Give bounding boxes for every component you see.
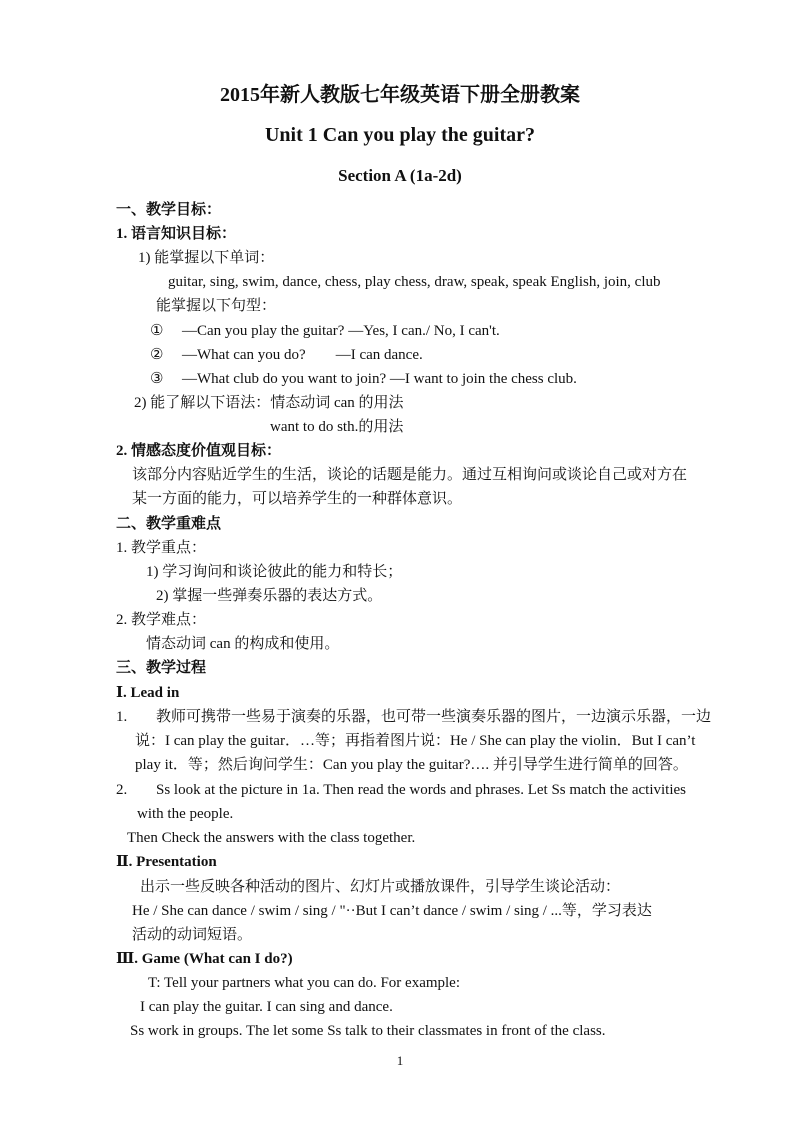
difficult-point-label: 2. 教学难点： bbox=[116, 612, 207, 628]
patterns-intro: 能掌握以下句型： bbox=[156, 298, 277, 314]
key-point-label: 1. 教学重点： bbox=[116, 540, 207, 556]
presentation-line-3: 活动的动词短语。 bbox=[132, 927, 253, 943]
lead-in-step-1-number: 1. bbox=[116, 709, 128, 725]
pattern-3-text: —What club do you want to join? —I want to join the chess club. bbox=[182, 371, 577, 387]
pattern-2-text: —What can you do? —I can dance. bbox=[182, 347, 423, 363]
affective-objectives-heading: 2. 情感态度价值观目标： bbox=[116, 443, 282, 459]
lead-in-step-2 bbox=[116, 780, 686, 800]
pattern-1-number: ① bbox=[150, 323, 164, 339]
game-line-3: Ss work in groups. The let some Ss talk to their classmates in front of the class. bbox=[130, 1023, 606, 1039]
pattern-3-number: ③ bbox=[150, 371, 164, 387]
key-point-2: 2) 掌握一些弹奏乐器的表达方式。 bbox=[156, 588, 383, 604]
game-line-2: I can play the guitar. I can sing and dance. bbox=[140, 999, 393, 1015]
page-number: 1 bbox=[396, 1053, 404, 1068]
vocabulary-list: guitar, sing, swim, dance, chess, play chess, draw, speak, speak English, join, club bbox=[168, 274, 661, 290]
presentation-line-2: He / She can dance / swim / sing / "··But I can’t dance / swim / sing / ...等，学习表达 bbox=[132, 903, 652, 919]
section-title: Section A (1a-2d) bbox=[338, 166, 462, 185]
document-title: 2015年新人教版七年级英语下册全册教案 bbox=[220, 84, 580, 106]
presentation-line-1: 出示一些反映各种活动的图片、幻灯片或播放课件，引导学生谈论活动： bbox=[140, 879, 621, 895]
lead-in-step-1-line-1: 教师可携带一些易于演奏的乐器，也可带一些演奏乐器的图片，一边演示乐器，一边 bbox=[156, 709, 712, 725]
lead-in-step-1 bbox=[116, 707, 711, 727]
key-point-1: 1) 学习询问和谈论彼此的能力和特长； bbox=[146, 564, 403, 580]
unit-title: Unit 1 Can you play the guitar? bbox=[264, 124, 536, 146]
game-heading: Ⅲ. Game (What can I do?) bbox=[116, 951, 293, 967]
difficult-point-1: 情态动词 can 的构成和使用。 bbox=[146, 636, 340, 652]
objective-words-intro: 1) 能掌握以下单词： bbox=[138, 250, 275, 266]
pattern-2-number: ② bbox=[150, 347, 164, 363]
lead-in-step-2-line-3: Then Check the answers with the class together. bbox=[127, 830, 416, 846]
affective-objectives-text-1: 该部分内容贴近学生的生活，谈论的话题是能力。通过互相询问或谈论自己或对方在 bbox=[132, 467, 688, 483]
key-points-heading: 二、教学重难点 bbox=[116, 516, 222, 532]
pattern-2 bbox=[150, 345, 423, 365]
pattern-3 bbox=[150, 369, 577, 389]
lead-in-heading: Ⅰ. Lead in bbox=[116, 685, 180, 701]
affective-objectives-text-2: 某一方面的能力，可以培养学生的一种群体意识。 bbox=[132, 491, 463, 507]
grammar-objective-2: want to do sth.的用法 bbox=[270, 419, 404, 435]
game-line-1: T: Tell your partners what you can do. For example: bbox=[148, 975, 461, 991]
lead-in-step-2-number: 2. bbox=[116, 782, 128, 798]
pattern-1-text: —Can you play the guitar? —Yes, I can./ No, I can't. bbox=[182, 323, 500, 339]
grammar-objective: 2) 能了解以下语法：情态动词 can 的用法 bbox=[134, 395, 404, 411]
process-heading: 三、教学过程 bbox=[116, 660, 207, 676]
lead-in-step-2-line-2: with the people. bbox=[137, 806, 234, 822]
language-objectives-heading: 1. 语言知识目标： bbox=[116, 226, 237, 242]
pattern-1 bbox=[150, 321, 500, 341]
objectives-heading: 一、教学目标： bbox=[116, 202, 222, 218]
lead-in-step-2-line-1: Ss look at the picture in 1a. Then read the words and phrases. Let Ss match the activities bbox=[156, 782, 687, 798]
presentation-heading: Ⅱ. Presentation bbox=[116, 854, 217, 870]
lead-in-step-1-line-2: 说：I can play the guitar．…等；再指着图片说：He / She can play the violin．But I can’t bbox=[135, 733, 696, 749]
lead-in-step-1-line-3: play it．等；然后询问学生：Can you play the guitar?…. 并引导学生进行简单的回答。 bbox=[135, 757, 688, 773]
